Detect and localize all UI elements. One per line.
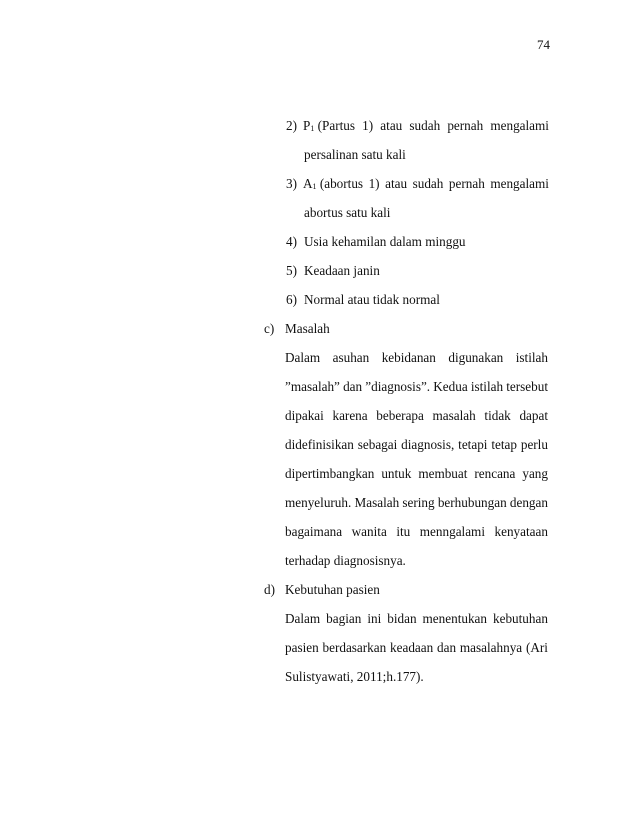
word: dengan [509, 495, 548, 510]
word: keadaan [390, 640, 434, 655]
list-item-2-line1 [303, 118, 549, 137]
list-item-3-line2: abortus satu kali [304, 205, 391, 220]
section-c-line-1 [285, 350, 548, 366]
list-item-6-text: Normal atau tidak normal [304, 292, 440, 307]
word: dapat [519, 408, 548, 423]
word: kebutuhan [493, 611, 548, 626]
word: dan [343, 379, 363, 394]
word: menyeluruh. [285, 495, 352, 510]
list-item-marker: 6) [286, 292, 297, 307]
word: didefinisikan [285, 437, 354, 452]
word: tetapi [458, 437, 488, 452]
word: tidak [484, 408, 511, 423]
section-c-marker: c) [264, 321, 275, 336]
page-number: 74 [537, 37, 550, 52]
word: sudah [409, 118, 441, 133]
word: pernah [447, 118, 484, 133]
word: menentukan [422, 611, 487, 626]
section-c-line-6 [285, 495, 548, 511]
word: Dalam [285, 350, 321, 365]
word: Dalam [285, 611, 321, 626]
word: mengalami [490, 118, 549, 133]
list-item-5-text: Keadaan janin [304, 263, 380, 278]
word: berdasarkan [322, 640, 387, 655]
section-d-last-line: Sulistyawati, 2011;h.177). [285, 669, 424, 684]
word: tersebut [506, 379, 548, 394]
word: kebidanan [381, 350, 436, 365]
word: asuhan [332, 350, 370, 365]
word: rencana [474, 466, 516, 481]
word: itu [396, 524, 411, 539]
word: dipakai [285, 408, 324, 423]
word: Kedua [433, 379, 468, 394]
section-d-line-1 [285, 611, 548, 627]
word: wanita [351, 524, 387, 539]
word: atau [380, 118, 403, 133]
word: atau [385, 176, 408, 191]
word: mengalami [490, 176, 549, 191]
list-item-marker: 4) [286, 234, 297, 249]
section-c-last-line: terhadap diagnosisnya. [285, 553, 406, 568]
list-item-marker: 5) [286, 263, 297, 278]
word: istilah [515, 350, 548, 365]
list-item-4-text: Usia kehamilan dalam minggu [304, 234, 466, 249]
word: bagian [326, 611, 362, 626]
word: ini [367, 611, 382, 626]
word: sering [402, 495, 435, 510]
section-c-line-4 [285, 437, 548, 453]
list-item-3-line1 [303, 176, 549, 195]
word: dipertimbangkan [285, 466, 375, 481]
word: berhubungan [437, 495, 507, 510]
word: ”diagnosis”. [365, 379, 431, 394]
word: ”masalah” [285, 379, 340, 394]
word: digunakan [448, 350, 504, 365]
word: masalahnya [459, 640, 523, 655]
list-item-marker: 3) [286, 176, 297, 191]
word: menngalami [419, 524, 485, 539]
section-c-heading: Masalah [285, 321, 330, 336]
word: pasien [285, 640, 319, 655]
word: masalah [432, 408, 476, 423]
section-c-line-2 [285, 379, 548, 395]
section-d-marker: d) [264, 582, 275, 597]
word: Masalah [354, 495, 400, 510]
word: pernah [448, 176, 485, 191]
word: sebagai [357, 437, 398, 452]
word: 1) [368, 176, 380, 191]
word: untuk [381, 466, 412, 481]
section-d-heading: Kebutuhan pasien [285, 582, 380, 597]
word: sudah [412, 176, 444, 191]
list-item-symbol: A1 (abortus [303, 176, 364, 191]
word: bidan [387, 611, 417, 626]
section-c-line-5 [285, 466, 548, 482]
word: diagnosis, [401, 437, 455, 452]
word: yang [522, 466, 548, 481]
word: kenyataan [494, 524, 548, 539]
word: karena [332, 408, 368, 423]
section-d-line-2 [285, 640, 548, 656]
word: perlu [520, 437, 548, 452]
word: (Ari [525, 640, 548, 655]
word: beberapa [376, 408, 424, 423]
word: membuat [418, 466, 468, 481]
section-c-line-3 [285, 408, 548, 424]
list-item-2-line2: persalinan satu kali [304, 147, 406, 162]
word: tetap [491, 437, 517, 452]
list-item-symbol: P1 (Partus [303, 118, 356, 133]
word: bagaimana [285, 524, 343, 539]
list-item-marker: 2) [286, 118, 297, 133]
section-c-line-7 [285, 524, 548, 540]
word: istilah [470, 379, 504, 394]
word: 1) [362, 118, 374, 133]
word: dan [437, 640, 457, 655]
